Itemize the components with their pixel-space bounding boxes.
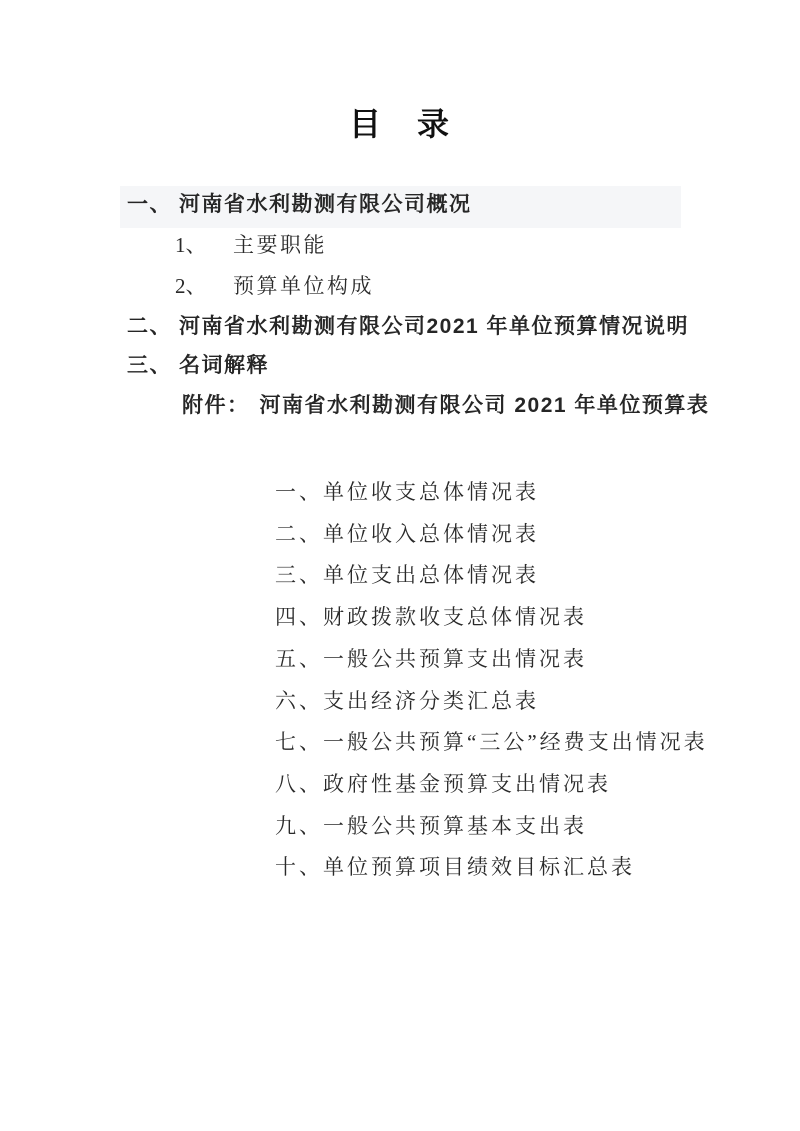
toc-item-label: 河南省水利勘测有限公司2021 年单位预算情况说明 bbox=[179, 315, 690, 338]
page-title: 目 录 bbox=[348, 106, 451, 142]
toc-item-number: 二、 bbox=[127, 315, 172, 338]
toc-item-label: 预算单位构成 bbox=[233, 274, 374, 298]
toc-item-label: 名词解释 bbox=[179, 354, 269, 377]
attachment-table-item: 三、单位支出总体情况表 bbox=[275, 563, 539, 587]
toc-item-number: 1、 bbox=[175, 233, 207, 257]
attachment-table-item: 五、一般公共预算支出情况表 bbox=[275, 647, 587, 671]
attachment-table-item: 二、单位收入总体情况表 bbox=[275, 522, 539, 546]
toc-item-label: 河南省水利勘测有限公司 2021 年单位预算表 bbox=[259, 394, 710, 417]
attachment-table-item: 四、财政拨款收支总体情况表 bbox=[275, 605, 587, 629]
toc-item-label: 河南省水利勘测有限公司概况 bbox=[179, 193, 472, 216]
toc-item-number: 一、 bbox=[127, 193, 172, 216]
toc-item-label: 主要职能 bbox=[233, 233, 327, 257]
attachment-table-item: 七、一般公共预算“三公”经费支出情况表 bbox=[275, 730, 708, 754]
attachment-table-item: 六、支出经济分类汇总表 bbox=[275, 689, 539, 713]
toc-item-number: 2、 bbox=[175, 274, 207, 298]
attachment-table-item: 一、单位收支总体情况表 bbox=[275, 480, 539, 504]
toc-item-number: 附件： bbox=[182, 394, 250, 417]
toc-item-number: 三、 bbox=[127, 354, 172, 377]
attachment-table-item: 十、单位预算项目绩效目标汇总表 bbox=[275, 855, 635, 879]
attachment-table-item: 八、政府性基金预算支出情况表 bbox=[275, 772, 611, 796]
attachment-table-item: 九、一般公共预算基本支出表 bbox=[275, 814, 587, 838]
